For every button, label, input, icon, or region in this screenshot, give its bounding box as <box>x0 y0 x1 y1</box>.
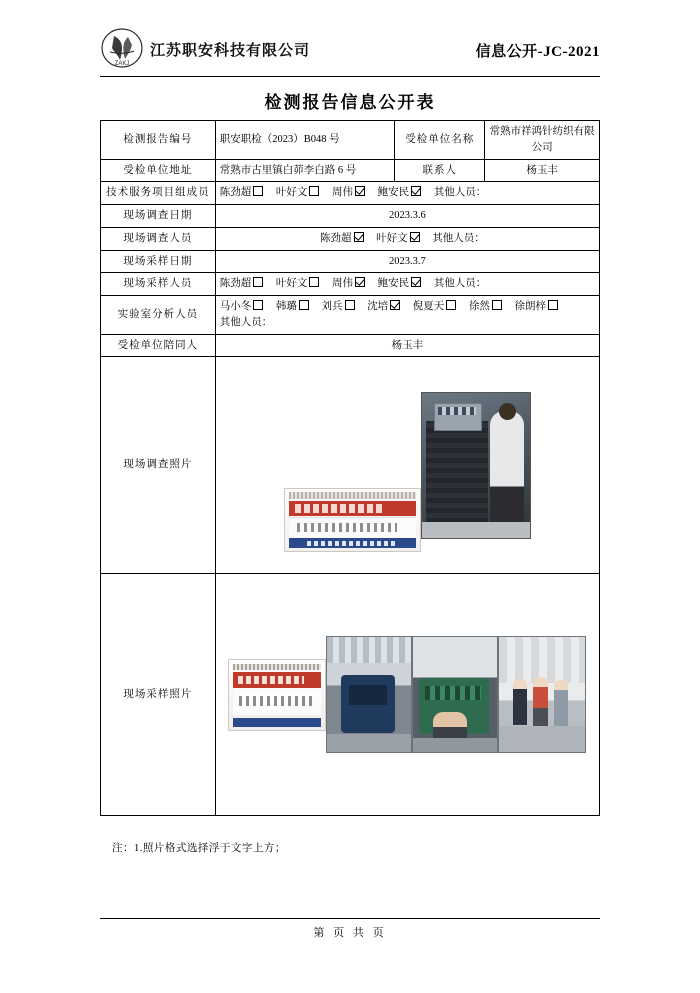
team-label: 技术服务项目组成员 <box>101 182 216 205</box>
sampling-person-name: 周伟 <box>332 278 354 290</box>
checkbox[interactable] <box>548 300 558 310</box>
lab-person-name: 倪夏天 <box>412 301 445 312</box>
sampling-person <box>332 276 365 292</box>
escort-value: 杨玉丰 <box>215 334 599 357</box>
sampling-photos-cell <box>215 574 599 816</box>
team-members-cell <box>215 182 599 205</box>
lab-person <box>367 299 400 315</box>
checkbox[interactable] <box>492 300 502 310</box>
checkbox[interactable] <box>446 300 456 310</box>
photo-sampling-near-green-machine <box>412 636 498 753</box>
sampling-person-name: 陈劲超 <box>219 278 252 290</box>
lab-people-cell <box>215 296 599 335</box>
team-other-label: 其他人员： <box>433 187 487 199</box>
checkbox[interactable] <box>345 300 355 310</box>
photo-safety-notice-board-2 <box>228 659 326 731</box>
lab-person-name: 韩璐 <box>275 301 297 312</box>
table-row <box>101 121 600 160</box>
lab-label: 实验室分析人员 <box>101 296 216 335</box>
photo-sampling-equipment-setup <box>326 636 412 753</box>
team-member-name: 周伟 <box>332 187 354 199</box>
table-row <box>101 334 600 357</box>
client-addr-label: 受检单位地址 <box>101 159 216 182</box>
sampling-person <box>220 276 264 292</box>
company-logo-icon <box>100 28 144 70</box>
table-row <box>101 296 600 335</box>
sampling-date-value: 2023.3.7 <box>215 250 599 273</box>
checkbox-checked[interactable] <box>410 232 420 242</box>
team-member <box>332 185 365 201</box>
checkbox-checked[interactable] <box>411 277 421 287</box>
lab-other-label: 其他人员： <box>219 316 273 328</box>
survey-person <box>376 231 420 247</box>
checkbox-checked[interactable] <box>411 186 421 196</box>
photo-workshop-workers <box>498 636 586 753</box>
checkbox-checked[interactable] <box>355 277 365 287</box>
company-name: 江苏职安科技有限公司 <box>150 42 311 59</box>
lab-person-name: 马小冬 <box>219 301 252 312</box>
report-no-label: 检测报告编号 <box>101 121 216 160</box>
sampling-people-label: 现场采样人员 <box>101 273 216 296</box>
table-row <box>101 250 600 273</box>
checkbox[interactable] <box>309 186 319 196</box>
team-member <box>220 185 264 201</box>
table-row <box>101 205 600 228</box>
table-row <box>101 159 600 182</box>
survey-date-value: 2023.3.6 <box>215 205 599 228</box>
contact-value: 杨玉丰 <box>485 159 600 182</box>
lab-person-name: 徐然 <box>468 301 490 312</box>
lab-person <box>220 299 264 315</box>
survey-other-label: 其他人员： <box>432 232 485 244</box>
footnote: 注：1.照片格式选择浮于文字上方； <box>112 843 286 854</box>
team-member-name: 陈劲超 <box>219 187 252 199</box>
checkbox[interactable] <box>253 186 263 196</box>
survey-people-cell <box>215 227 599 250</box>
survey-person <box>320 231 364 247</box>
page-header <box>100 28 600 74</box>
lab-person <box>413 299 457 315</box>
page-number: 第 页 共 页 <box>313 927 387 939</box>
checkbox[interactable] <box>299 300 309 310</box>
team-member <box>276 185 320 201</box>
checkbox-checked[interactable] <box>355 186 365 196</box>
team-member-name: 鲍安民 <box>377 187 410 199</box>
sampling-photo-group <box>220 577 595 812</box>
survey-person-name: 叶好文 <box>376 232 408 244</box>
survey-people-label: 现场调查人员 <box>101 227 216 250</box>
team-member <box>378 185 422 201</box>
checkbox-checked[interactable] <box>354 232 364 242</box>
lab-person <box>276 299 309 315</box>
contact-label: 联系人 <box>395 159 485 182</box>
sampling-person <box>276 276 320 292</box>
lab-person-name: 徐朗梓 <box>514 301 547 312</box>
photo-worker-at-control-panel <box>421 392 531 539</box>
lab-person-name: 刘兵 <box>321 301 343 312</box>
sampling-person-name: 鲍安民 <box>377 278 410 290</box>
photo-safety-notice-board <box>284 488 421 552</box>
sampling-people-cell <box>215 273 599 296</box>
table-row <box>101 273 600 296</box>
team-member-name: 叶好文 <box>275 187 308 199</box>
survey-person-name: 陈劲超 <box>320 232 352 244</box>
client-name-value: 常熟市祥鸿针纺织有限公司 <box>485 121 600 160</box>
sampling-date-label: 现场采样日期 <box>101 250 216 273</box>
checkbox[interactable] <box>253 300 263 310</box>
header-left <box>100 28 310 70</box>
table-row <box>101 227 600 250</box>
client-addr-value: 常熟市古里镇白茆李白路 6 号 <box>215 159 395 182</box>
svg-text:ZAKJ: ZAKJ <box>114 61 130 67</box>
survey-photos-cell <box>215 357 599 574</box>
lab-person <box>469 299 502 315</box>
lab-person <box>322 299 355 315</box>
footer-divider <box>100 918 600 919</box>
sampling-person <box>378 276 422 292</box>
client-name-label: 受检单位名称 <box>395 121 485 160</box>
info-table <box>100 120 600 816</box>
table-row <box>101 357 600 574</box>
checkbox-checked[interactable] <box>390 300 400 310</box>
lab-person-name: 沈培 <box>367 301 389 312</box>
header-divider <box>100 76 600 77</box>
lab-person <box>515 299 559 315</box>
sampling-other-label: 其他人员： <box>433 278 487 290</box>
survey-photo-group <box>220 360 595 570</box>
escort-label: 受检单位陪同人 <box>101 334 216 357</box>
checkbox[interactable] <box>309 277 319 287</box>
sampling-person-name: 叶好文 <box>275 278 308 290</box>
document-code: 信息公开-JC-2021 <box>475 44 600 60</box>
report-no-value: 职安职检（2023）B048 号 <box>215 121 395 160</box>
checkbox[interactable] <box>253 277 263 287</box>
survey-date-label: 现场调查日期 <box>101 205 216 228</box>
survey-photos-label: 现场调查照片 <box>101 357 216 574</box>
table-row <box>101 182 600 205</box>
sampling-photos-label: 现场采样照片 <box>101 574 216 816</box>
table-row <box>101 574 600 816</box>
page-title: 检测报告信息公开表 <box>264 93 436 112</box>
